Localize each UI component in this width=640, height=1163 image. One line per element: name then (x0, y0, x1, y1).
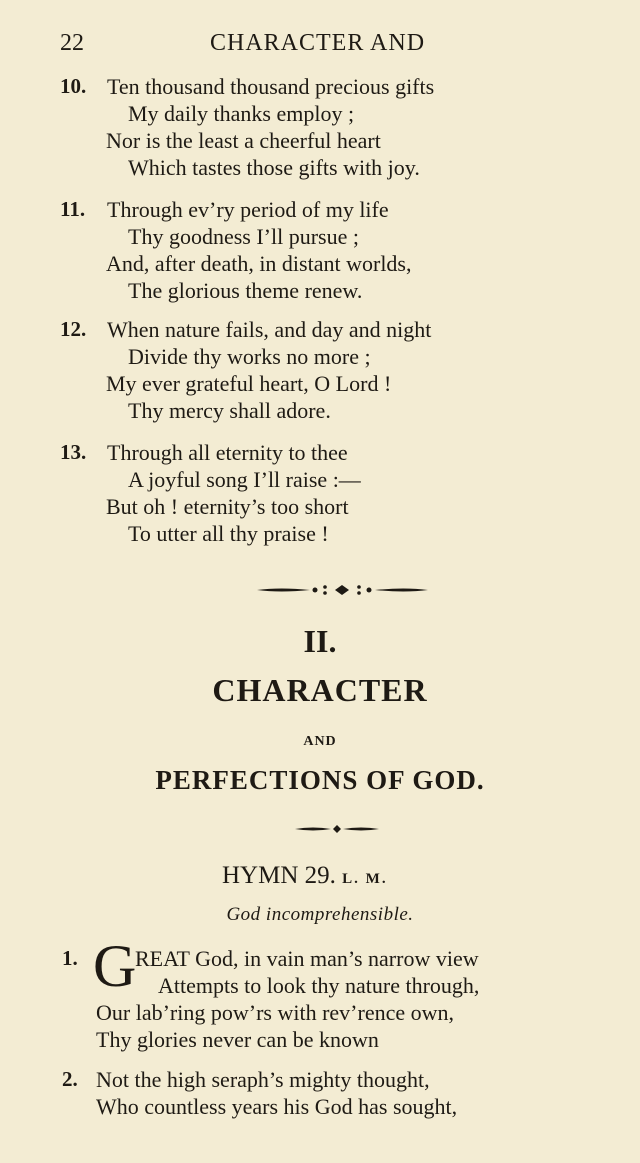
section-title: CHARACTER (212, 672, 428, 708)
verse-line: Attempts to look thy nature through, (158, 973, 480, 998)
hymn-number: HYMN 29. (222, 862, 336, 889)
verse-line: Divide thy works no more ; (128, 344, 371, 369)
verse-line: Which tastes those gifts with joy. (128, 155, 420, 180)
drop-cap: G (93, 933, 137, 999)
hymn-subtitle: God incomprehensible. (226, 904, 414, 925)
verse-line: To utter all thy praise ! (128, 521, 329, 546)
stanza-number: 10. (60, 74, 87, 98)
stanza-number: 11. (60, 197, 86, 221)
verse-line: Through all eternity to thee (107, 440, 348, 465)
verse-line: Our lab’ring pow’rs with rev’rence own, (96, 1000, 454, 1025)
section-subtitle: PERFECTIONS OF GOD. (155, 765, 485, 795)
ornament-divider-icon (255, 582, 430, 598)
verse-line: Thy goodness I’ll pursue ; (128, 224, 359, 249)
ornament-rule-icon (293, 823, 381, 835)
verse-line: Thy glories never can be known (96, 1027, 379, 1052)
stanza-number: 1. (62, 946, 78, 970)
page-number: 22 (60, 30, 84, 56)
verse-line: My ever grateful heart, O Lord ! (106, 371, 392, 396)
verse-line: When nature fails, and day and night (107, 317, 432, 342)
section-number: II. (303, 623, 337, 659)
hymn-heading (222, 862, 388, 890)
verse-line: Ten thousand thousand precious gifts (107, 74, 435, 99)
verse-line: REAT God, in vain man’s narrow view (135, 946, 479, 971)
hymn-meter: L. M. (342, 871, 388, 887)
verse-line: But oh ! eternity’s too short (106, 494, 349, 519)
verse-line: Who countless years his God has sought, (96, 1094, 458, 1119)
verse-line: Through ev’ry period of my life (107, 197, 389, 222)
verse-line: And, after death, in distant worlds, (106, 251, 412, 276)
running-head (0, 30, 640, 62)
stanza-number: 2. (62, 1067, 78, 1091)
verse-line: Nor is the least a cheerful heart (106, 128, 381, 153)
verse-line: Thy mercy shall adore. (128, 398, 331, 423)
section-and: AND (303, 734, 337, 749)
verse-line: The glorious theme renew. (128, 278, 363, 303)
running-title: CHARACTER AND (210, 30, 426, 56)
stanza-number: 12. (60, 317, 87, 341)
verse-line: A joyful song I’ll raise :— (128, 467, 361, 492)
verse-line: Not the high seraph’s mighty thought, (96, 1067, 430, 1092)
verse-line: My daily thanks employ ; (128, 101, 355, 126)
stanza-number: 13. (60, 440, 87, 464)
